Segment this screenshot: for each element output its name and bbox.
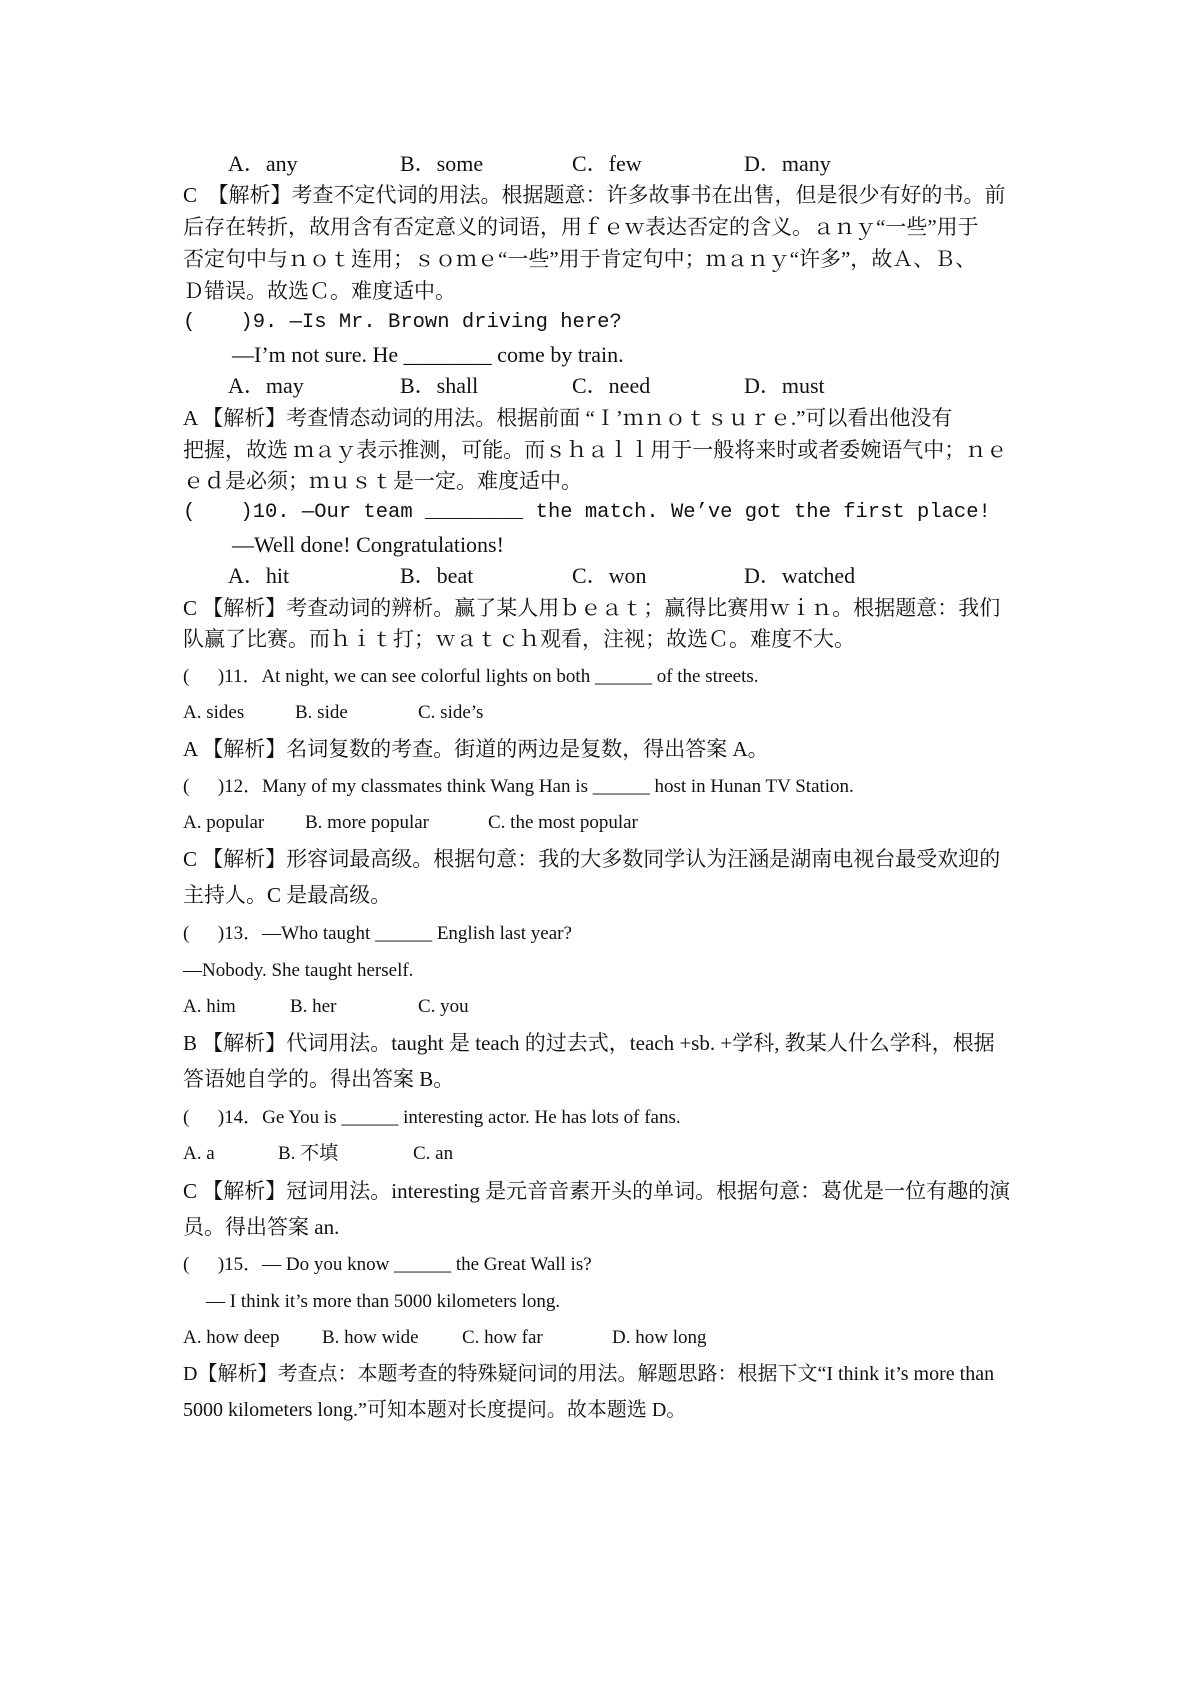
option-a: A. how deep — [183, 1327, 280, 1348]
explanation-line: 队赢了比赛。而ｈｉｔ打；ｗａｔｃｈ观看，注视；故选Ｃ。难度不大。 — [183, 627, 855, 651]
question-text: ( )9. —Is Mr. Brown driving here? — [183, 311, 622, 334]
option-c: C．won — [572, 563, 647, 588]
question-reply: —Well done! Congratulations! — [232, 532, 504, 557]
explanation-line: 后存在转折，故用含有否定意义的词语，用ｆｅｗ表达否定的含义。ａｎｙ“一些”用于 — [183, 215, 979, 239]
option-a: A. him — [183, 996, 236, 1017]
explanation-line: C 【解析】考查动词的辨析。赢了某人用ｂｅａｔ；赢得比赛用ｗｉｎ。根据题意：我们 — [183, 596, 1001, 620]
option-a: A. a — [183, 1143, 215, 1164]
option-b: B．some — [400, 151, 484, 176]
question-text: ( )10. —Our team ________ the match. We’ve got the first place! — [183, 501, 991, 524]
question-text: ( )11．At night, we can see colorful lights on both ______ of the streets. — [183, 666, 759, 687]
explanation-line: A 【解析】名词复数的考查。街道的两边是复数，得出答案 A。 — [183, 737, 769, 761]
option-c: C. you — [418, 996, 469, 1017]
question-reply: —Nobody. She taught herself. — [183, 960, 414, 981]
explanation-line: A 【解析】考查情态动词的用法。根据前面 “Ｉ’ｍｎｏｔｓｕｒｅ.”可以看出他没有 — [183, 406, 953, 430]
explanation-line: D【解析】考查点：本题考查的特殊疑问词的用法。解题思路：根据下文“I think it’s more than — [183, 1363, 995, 1385]
option-d: D．many — [744, 151, 831, 176]
question-reply: —I’m not sure. He ________ come by train. — [232, 342, 624, 367]
option-c: C. an — [413, 1143, 454, 1164]
explanation-line: 把握，故选 ｍａｙ表示推测，可能。而ｓｈａｌｌ用于一般将来时或者委婉语气中；ｎｅ — [183, 438, 1008, 462]
option-d: D．watched — [744, 563, 856, 588]
option-a: A．hit — [228, 563, 290, 588]
explanation-line: ｅｄ是必须；ｍｕｓｔ是一定。难度适中。 — [183, 469, 582, 493]
option-d: D. how long — [612, 1327, 707, 1348]
option-b: B. more popular — [305, 812, 430, 833]
question-text: ( )15．— Do you know ______ the Great Wall is? — [183, 1254, 592, 1275]
explanation-line: 主持人。C 是最高级。 — [183, 883, 392, 907]
explanation-line: 5000 kilometers long.”可知本题对长度提问。故本题选 D。 — [183, 1399, 687, 1421]
explanation-line: C 【解析】考查不定代词的用法。根据题意：许多故事书在出售，但是很少有好的书。前 — [183, 183, 1006, 207]
option-c: C. the most popular — [488, 812, 638, 833]
option-a: A．may — [228, 373, 304, 398]
option-a: A. sides — [183, 702, 245, 723]
explanation-line: C 【解析】形容词最高级。根据句意：我的大多数同学认为汪涵是湖南电视台最受欢迎的 — [183, 847, 1001, 871]
question-reply: — I think it’s more than 5000 kilometers long. — [206, 1291, 561, 1312]
option-b: B. how wide — [322, 1327, 419, 1348]
explanation-line: B 【解析】代词用法。taught 是 teach 的过去式，teach +sb. +学科, 教某人什么学科，根据 — [183, 1031, 995, 1055]
option-d: D．must — [744, 373, 825, 398]
option-c: C. side’s — [418, 702, 484, 723]
explanation-line: 否定句中与ｎｏｔ连用；ｓｏｍｅ“一些”用于肯定句中；ｍａｎｙ“许多”，故Ａ、Ｂ、 — [183, 247, 977, 271]
option-c: C．need — [572, 373, 651, 398]
option-c: C．few — [572, 151, 642, 176]
option-b: B. 不填 — [278, 1143, 339, 1164]
question-text: ( )13．—Who taught ______ English last year? — [183, 923, 572, 944]
option-b: B. her — [290, 996, 337, 1017]
option-b: B．beat — [400, 563, 474, 588]
option-b: B．shall — [400, 373, 479, 398]
explanation-line: Ｄ错误。故选Ｃ。难度适中。 — [183, 279, 456, 303]
option-c: C. how far — [462, 1327, 543, 1348]
explanation-line: 员。得出答案 an. — [183, 1215, 340, 1239]
question-text: ( )12．Many of my classmates think Wang Han is ______ host in Hunan TV Station. — [183, 776, 854, 797]
explanation-line: 答语她自学的。得出答案 B。 — [183, 1067, 455, 1091]
explanation-line: C 【解析】冠词用法。interesting 是元音音素开头的单词。根据句意：葛优是一位有趣的演 — [183, 1179, 1011, 1203]
question-text: ( )14．Ge You is ______ interesting actor. He has lots of fans. — [183, 1107, 681, 1128]
option-b: B. side — [295, 702, 348, 723]
option-a: A．any — [228, 151, 298, 176]
option-a: A. popular — [183, 812, 265, 833]
